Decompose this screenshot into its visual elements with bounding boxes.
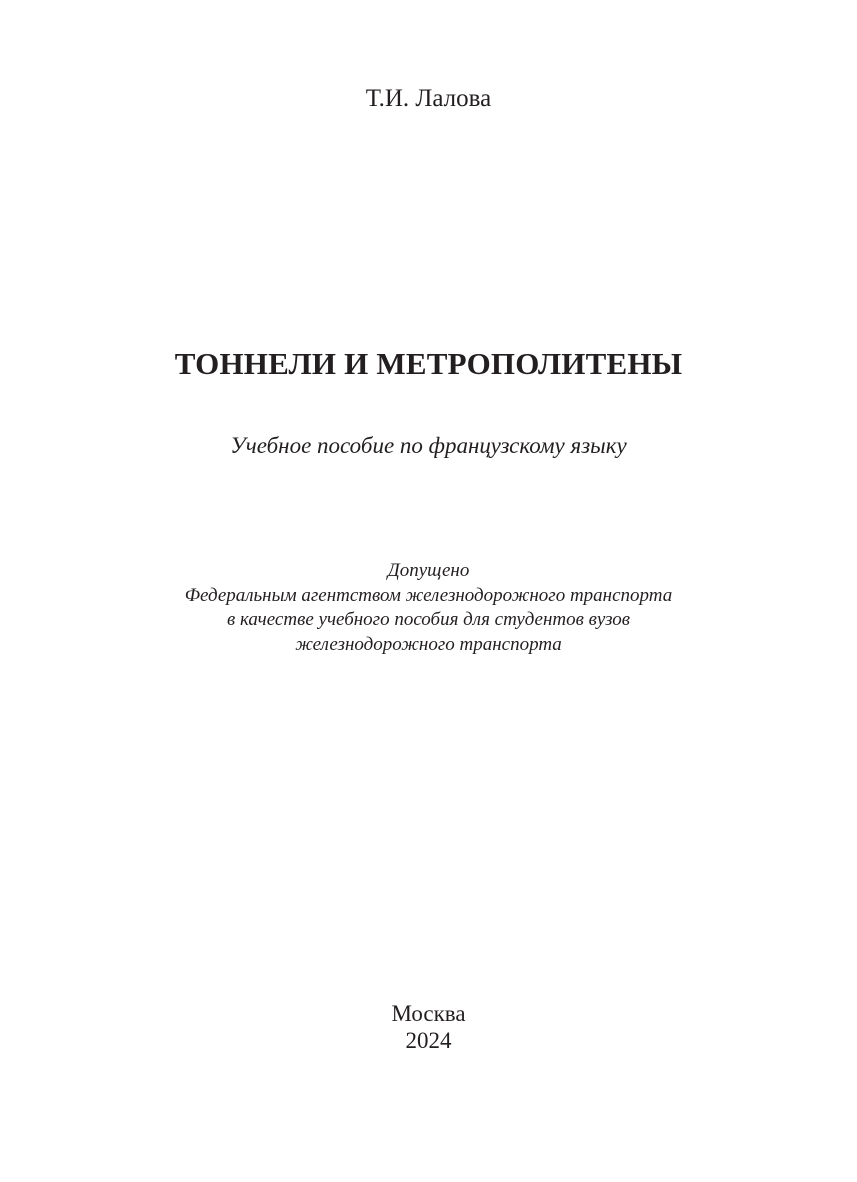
approval-line: Допущено [387, 560, 470, 581]
approval-line: железнодорожного транспорта [295, 633, 562, 655]
publication-city: Москва [391, 1001, 466, 1026]
approval-line: Федеральным агентством железнодорожного транспорта [184, 584, 673, 606]
publication-year: 2024 [405, 1028, 452, 1053]
book-title: ТОННЕЛИ И МЕТРОПОЛИТЕНЫ [174, 346, 683, 381]
book-subtitle: Учебное пособие по французскому языку [230, 433, 627, 458]
author-name: Т.И. Лалова [365, 85, 492, 112]
approval-statement [0, 559, 857, 657]
approval-line: в качестве учебного пособия для студентов вузов [227, 609, 630, 630]
